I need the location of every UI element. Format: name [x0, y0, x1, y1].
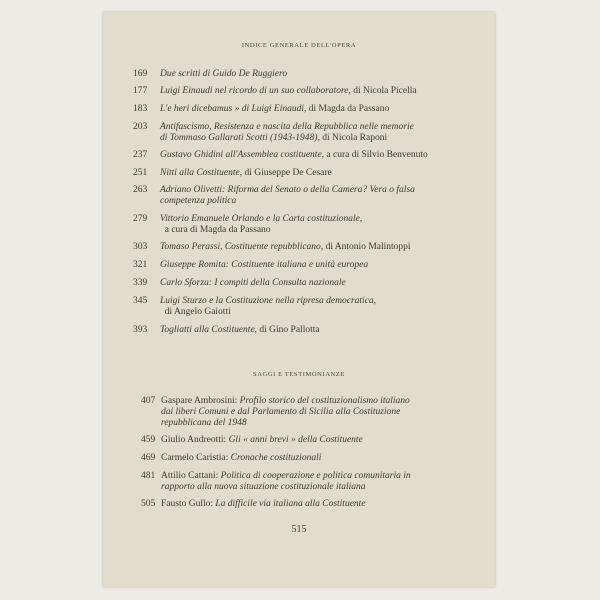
- entry-title: Due scritti di Guido De Ruggiero: [160, 69, 288, 79]
- entry-title: Luigi Sturzo e la Costituzione nella ripresa democratica: [160, 296, 374, 306]
- entry-author: , di Nicola Raponi: [317, 133, 388, 143]
- essay-title: Politica di cooperazione e politica comunitaria in: [220, 471, 411, 481]
- essay-author: Carmelo Caristia:: [161, 453, 231, 463]
- page-ref: 339: [133, 278, 148, 288]
- page-ref: 251: [133, 168, 148, 178]
- essay-title-cont: dai liberi Comuni e dal Parlamento di Sicilia alla Costituzione: [161, 407, 401, 417]
- entry-title: Vittorio Emanuele Orlando e la Carta costituzionale: [160, 214, 360, 224]
- essay-author: Giulio Andreotti:: [161, 435, 229, 445]
- essay-author: Attilio Cattani:: [161, 471, 221, 481]
- running-header: INDICE GENERALE DELL'OPERA: [241, 42, 357, 49]
- entry-title-cont: di Tommaso Gallarati Scotti (1943-1948): [160, 133, 318, 143]
- page-ref: 481: [141, 471, 156, 481]
- page-ref: 345: [133, 296, 148, 306]
- page-ref: 469: [141, 453, 156, 463]
- entry-title: Giuseppe Romita: Costituente italiana e unità europea: [160, 260, 369, 270]
- entry-title: Nitti alla Costituente: [160, 168, 240, 178]
- page-ref: 279: [133, 214, 148, 224]
- page-ref: 237: [133, 150, 148, 160]
- entry-author: , a cura di Silvio Benvenuto: [321, 150, 428, 160]
- page-ref: 407: [141, 396, 156, 406]
- essay-title: La difficile via italiana alla Costituente: [215, 499, 366, 509]
- entry-author: , di Magda da Passano: [304, 104, 390, 114]
- page-ref: 505: [141, 499, 156, 509]
- essay-title: Cronache costituzionali: [230, 453, 322, 463]
- entry-author: , di Giuseppe De Cesare: [239, 168, 332, 178]
- entry-author: a cura di Magda da Passano: [164, 225, 271, 235]
- page-ref: 393: [133, 325, 148, 335]
- essay-title-cont: rapporto alla nuova situazione costituzionale italiana: [161, 482, 366, 492]
- page-ref: 177: [133, 86, 148, 96]
- essay-title-cont2: repubblicana del 1948: [161, 418, 247, 428]
- entry-title-cont: competenza politica: [160, 196, 237, 206]
- entry-title: Adriano Olivetti: Riforma del Senato o della Camera? Vera o falsa: [160, 185, 415, 195]
- essay-author: Fausto Gullo:: [161, 499, 216, 509]
- entry-title: L'e heri dicebamus » di Luigi Einaudi: [160, 104, 304, 114]
- essay-author: Gaspare Ambrosini:: [161, 396, 240, 406]
- page-number: 515: [291, 524, 307, 535]
- page-ref: 459: [141, 435, 156, 445]
- page-ref: 303: [133, 242, 148, 252]
- entry-author: , di Gino Pallotta: [254, 325, 320, 335]
- entry-title: Carlo Sforza: I compiti della Consulta nazionale: [160, 278, 346, 288]
- entry-punct: ,: [359, 214, 363, 224]
- page-ref: 263: [133, 185, 148, 195]
- entry-title: Gustavo Ghidini all'Assemblea costituente: [160, 150, 322, 160]
- entry-title: Luigi Einaudi nel ricordo di un suo collaboratore: [160, 86, 349, 96]
- page-ref: 169: [133, 69, 148, 79]
- entry-title: Antifascismo, Resistenza e nascita della Repubblica nelle memorie: [160, 122, 414, 132]
- entry-title: Tomaso Perassi, Costituente repubblicano: [160, 242, 321, 252]
- entry-author: di Angelo Gaiotti: [164, 307, 231, 317]
- page-ref: 321: [133, 260, 148, 270]
- page-ref: 203: [133, 122, 148, 132]
- entry-author: , di Nicola Picella: [348, 86, 417, 96]
- section-title: SAGGI E TESTIMONIANZE: [253, 371, 345, 378]
- entry-author: , di Antonio Malintoppi: [320, 242, 411, 252]
- entry-title: Togliatti alla Costituente: [160, 325, 255, 335]
- essay-title: Gli « anni brevi » della Costituente: [228, 435, 363, 445]
- essay-title: Profilo storico del costituzionalismo italiano: [239, 396, 410, 406]
- page-ref: 183: [133, 104, 148, 114]
- book-page: [103, 12, 495, 587]
- entry-punct: ,: [373, 296, 377, 306]
